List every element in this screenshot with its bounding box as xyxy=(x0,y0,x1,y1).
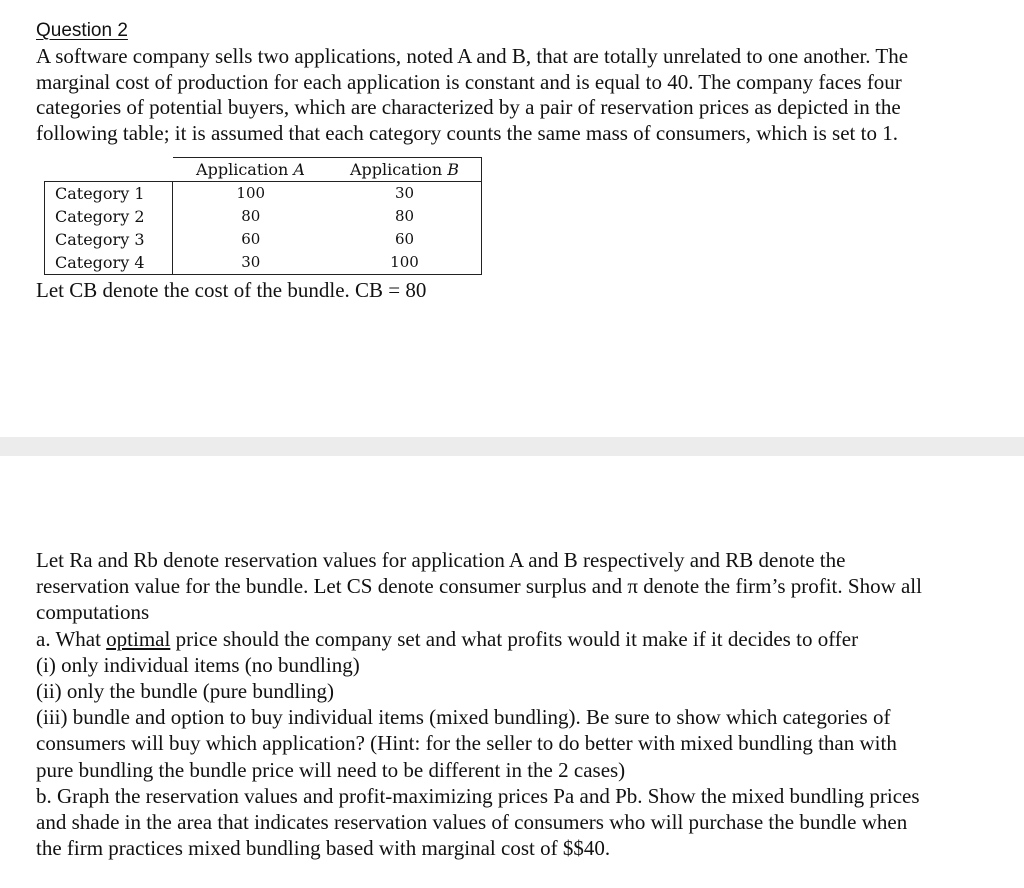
price-b-cell: 80 xyxy=(329,205,482,228)
task-b-line: the firm practices mixed bundling based with marginal cost of $$40. xyxy=(36,836,611,861)
column-header-prefix: Application xyxy=(196,160,294,179)
price-a-cell: 80 xyxy=(241,207,261,225)
table-row xyxy=(45,205,482,228)
question-heading: Question 2 xyxy=(36,20,128,41)
table-row xyxy=(45,251,482,275)
column-header-letter: B xyxy=(447,160,460,179)
task-a-iii-line: (iii) bundle and option to buy individual items (mixed bundling). Be sure to show which categories of xyxy=(36,705,891,730)
task-intro-line: reservation value for the bundle. Let CS denote consumer surplus and π denote the firm’s profit. Show all xyxy=(36,574,922,599)
task-b-line: and shade in the area that indicates reservation values of consumers who will purchase the bundle when xyxy=(36,810,908,835)
task-intro-line: computations xyxy=(36,600,150,625)
task-a-prefix: a. What xyxy=(36,626,107,651)
statement-line: following table; it is assumed that each category counts the same mass of consumers, which is set to 1. xyxy=(36,120,898,145)
section-divider xyxy=(0,437,1024,456)
task-a xyxy=(36,626,1011,652)
price-a-cell: 30 xyxy=(173,251,329,275)
column-header-app-a xyxy=(173,158,329,182)
price-a-cell: 100 xyxy=(236,184,266,202)
category-label: Category 3 xyxy=(45,228,173,251)
statement-line: marginal cost of production for each application is constant and is equal to 40. The company faces four xyxy=(36,69,902,94)
category-label: Category 1 xyxy=(45,182,173,206)
task-intro-line: Let Ra and Rb denote reservation values for application A and B respectively and RB denote the xyxy=(36,548,846,572)
reservation-price-table xyxy=(44,157,482,275)
statement-line: A software company sells two applications, noted A and B, that are totally unrelated to one another. The xyxy=(36,44,909,68)
task-list xyxy=(36,547,1011,861)
column-header-prefix: Application xyxy=(349,160,448,179)
table-corner-cell xyxy=(45,158,173,182)
price-b-cell: 30 xyxy=(329,182,482,206)
price-b-cell: 100 xyxy=(329,251,482,275)
task-a-ii: (ii) only the bundle (pure bundling) xyxy=(36,679,335,704)
category-label: Category 4 xyxy=(45,251,173,275)
task-b-line: b. Graph the reservation values and profit-maximizing prices Pa and Pb. Show the mixed bundling prices xyxy=(36,783,920,808)
price-b-cell: 60 xyxy=(329,228,482,251)
column-header-app-b xyxy=(329,158,482,182)
category-label: Category 2 xyxy=(45,205,173,228)
task-a-suffix: price should the company set and what profits would it make if it decides to offer xyxy=(170,626,859,651)
price-a-cell: 60 xyxy=(241,230,261,248)
task-a-underlined-word: optimal xyxy=(106,626,171,651)
task-a-iii-line: pure bundling the bundle price will need to be different in the 2 cases) xyxy=(36,757,626,782)
column-header-letter: A xyxy=(293,160,305,179)
table-row xyxy=(45,228,482,251)
table-header-row xyxy=(45,158,482,182)
task-a-iii-line: consumers will buy which application? (Hint: for the seller to do better with mixed bundling than with xyxy=(36,731,897,756)
table-row xyxy=(45,182,482,206)
task-a-i: (i) only individual items (no bundling) xyxy=(36,652,360,677)
bundle-cost-statement: Let CB denote the cost of the bundle. CB = 80 xyxy=(36,278,427,302)
statement-line: categories of potential buyers, which are characterized by a pair of reservation prices as depicted in the xyxy=(36,95,901,120)
problem-statement xyxy=(36,44,996,146)
